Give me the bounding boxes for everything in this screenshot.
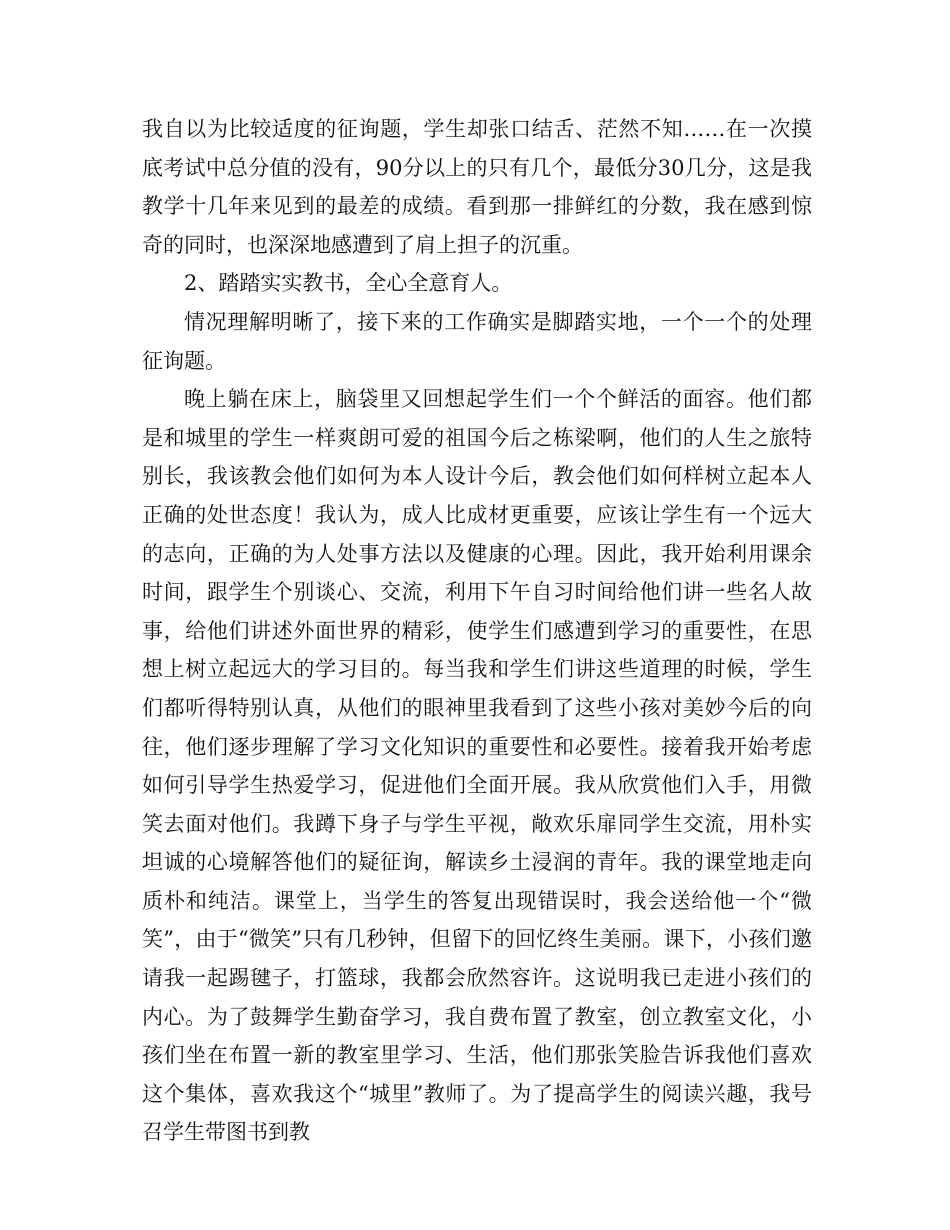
document-page: [142, 110, 812, 1152]
paragraph-1: 我自以为比较适度的征询题，学生却张口结舌、茫然不知……在一次摸底考试中总分值的没有，90分以上的只有几个，最低分30几分，这是我教学十几年来见到的最差的成绩。看到那一排鲜红的分数，我在感到惊奇的同时，也深深地感遭到了肩上担子的沉重。: [142, 117, 812, 257]
paragraph-3: 情况理解明晰了，接下来的工作确实是脚踏实地，一个一个的处理征询题。: [142, 309, 812, 373]
paragraph-2-heading: 2、踏踏实实教书，全心全意育人。: [184, 271, 513, 296]
paragraph-4: 晚上躺在床上，脑袋里又回想起学生们一个个鲜活的面容。他们都是和城里的学生一样爽朗可爱的祖国今后之栋梁啊，他们的人生之旅特别长，我该教会他们如何为本人设计今后，教会他们如何样树立起本人正确的处世态度！我认为，成人比成材更重要，应该让学生有一个远大的志向，正确的为人处事方法以及健康的心理。因此，我开始利用课余时间，跟学生个别谈心、交流，利用下午自习时间给他们讲一些名人故事，给他们讲述外面世界的精彩，使学生们感遭到学习的重要性，在思想上树立起远大的学习目的。每当我和学生们讲这些道理的时候，学生们都听得特别认真，从他们的眼神里我看到了这些小孩对美妙今后的向往，他们逐步理解了学习文化知识的重要性和必要性。接着我开始考虑如何引导学生热爱学习，促进他们全面开展。我从欣赏他们入手，用微笑去面对他们。我蹲下身子与学生平视，敞欢乐扉同学生交流，用朴实坦诚的心境解答他们的疑征询，解读乡土浸润的青年。我的课堂地走向质朴和纯洁。课堂上，当学生的答复出现错误时，我会送给他一个“微笑”，由于“微笑”只有几秒钟，但留下的回忆终生美丽。课下，小孩们邀请我一起踢毽子，打篮球，我都会欣然容许。这说明我已走进小孩们的内心。为了鼓舞学生勤奋学习，我自费布置了教室，创立教室文化，小孩们坐在布置一新的教室里学习、生活，他们那张笑脸告诉我他们喜欢这个集体，喜欢我这个“城里”教师了。为了提高学生的阅读兴趣，我号召学生带图书到教: [142, 387, 812, 1145]
